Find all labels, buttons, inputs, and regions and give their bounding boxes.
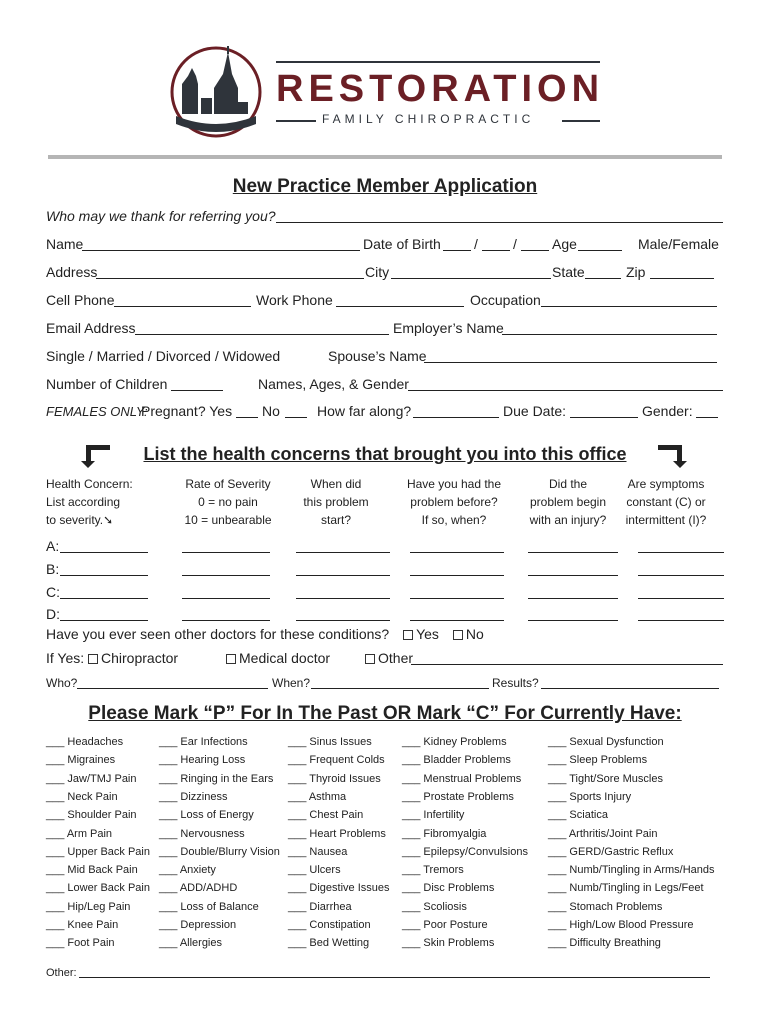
condition-item[interactable] [46, 736, 123, 748]
condition-label: Kidney Problems [423, 736, 507, 748]
other-conditions-label: Other: [46, 967, 77, 979]
condition-label: Infertility [423, 809, 465, 822]
dob-sep-2: / [513, 236, 517, 252]
condition-item[interactable] [402, 809, 464, 821]
condition-item[interactable] [548, 754, 647, 766]
condition-label: Neck Pain [67, 790, 118, 803]
condition-mark-blank[interactable]: ___ [288, 882, 307, 895]
concern-detail-input[interactable] [296, 575, 390, 576]
concern-detail-input[interactable] [296, 620, 390, 621]
condition-mark-blank[interactable]: ___ [46, 772, 65, 785]
pregnant-label: Pregnant? Yes [141, 403, 233, 419]
condition-label: Chest Pain [309, 809, 364, 822]
mark-title: Please Mark “P” For In The Past OR Mark “C” For Currently Have: [88, 703, 682, 724]
condition-label: Sinus Issues [309, 736, 372, 748]
concern-detail-input[interactable] [182, 552, 270, 553]
other-doctor-input[interactable] [411, 664, 723, 665]
condition-mark-blank[interactable]: ___ [402, 809, 421, 822]
marital-status[interactable]: Single / Married / Divorced / Widowed [46, 348, 281, 364]
condition-mark-blank[interactable]: ___ [288, 736, 307, 748]
condition-item[interactable] [288, 864, 341, 876]
condition-item[interactable] [402, 901, 467, 913]
condition-label: Nausea [309, 845, 348, 858]
condition-label: Digestive Issues [309, 882, 390, 895]
condition-mark-blank[interactable]: ___ [288, 845, 307, 858]
condition-item[interactable] [548, 791, 631, 803]
condition-mark-blank[interactable]: ___ [46, 790, 65, 803]
females-only-label: FEMALES ONLY: [46, 404, 148, 419]
condition-mark-blank[interactable]: ___ [159, 919, 178, 931]
condition-label: Foot Pain [67, 937, 115, 950]
other-conditions-input[interactable] [79, 977, 710, 978]
who-label: Who? [46, 676, 78, 690]
condition-mark-blank[interactable]: ___ [402, 864, 421, 877]
zip-input[interactable] [650, 278, 714, 279]
condition-label: Sleep Problems [569, 754, 648, 767]
condition-item[interactable] [46, 828, 112, 840]
cell-label: Cell Phone [46, 292, 115, 308]
condition-mark-blank[interactable]: ___ [46, 882, 65, 895]
condition-mark-blank[interactable]: ___ [402, 937, 421, 950]
condition-mark-blank[interactable]: ___ [288, 827, 307, 840]
condition-item[interactable] [46, 901, 130, 913]
condition-mark-blank[interactable]: ___ [402, 827, 421, 840]
condition-label: Prostate Problems [423, 790, 514, 803]
condition-item[interactable] [159, 736, 248, 748]
condition-item[interactable] [159, 882, 237, 894]
condition-item[interactable] [402, 736, 507, 748]
age-label: Age [552, 236, 577, 252]
condition-mark-blank[interactable]: ___ [46, 864, 65, 877]
state-label: State [552, 264, 585, 280]
concern-detail-input[interactable] [182, 575, 270, 576]
condition-mark-blank[interactable]: ___ [288, 937, 307, 950]
other-option[interactable]: Other [365, 650, 413, 666]
condition-item[interactable] [46, 919, 118, 931]
work-input[interactable] [336, 306, 464, 307]
condition-mark-blank[interactable]: ___ [548, 900, 567, 913]
due-date-label: Due Date: [503, 403, 567, 419]
concern-row-label: D: [46, 606, 60, 622]
condition-label: Difficulty Breathing [569, 937, 661, 950]
condition-label: High/Low Blood Pressure [569, 919, 694, 931]
who-input[interactable] [77, 688, 268, 689]
condition-label: Dizziness [180, 790, 228, 803]
condition-mark-blank[interactable]: ___ [288, 864, 307, 877]
when-label: When? [272, 676, 311, 690]
yes-option[interactable]: Yes [403, 626, 439, 642]
concern-input[interactable] [60, 620, 148, 621]
employer-label: Employer’s Name [393, 320, 504, 336]
condition-mark-blank[interactable]: ___ [159, 864, 178, 877]
concern-detail-input[interactable] [528, 552, 618, 553]
condition-mark-blank[interactable]: ___ [46, 827, 65, 840]
city-label: City [365, 264, 390, 280]
concern-detail-input[interactable] [410, 620, 504, 621]
down-arrow-icon: ➘ [103, 513, 114, 527]
condition-item[interactable] [548, 828, 657, 840]
condition-label: Asthma [308, 790, 347, 803]
condition-label: Scoliosis [423, 900, 467, 913]
condition-label: Stomach Problems [569, 900, 663, 913]
condition-mark-blank[interactable]: ___ [402, 754, 421, 767]
condition-label: Arm Pain [66, 827, 113, 840]
pregnant-no-input[interactable] [285, 417, 307, 418]
condition-mark-blank[interactable]: ___ [288, 809, 307, 822]
condition-item[interactable] [46, 809, 137, 821]
email-label: Email Address [46, 320, 136, 336]
condition-item[interactable] [46, 754, 115, 766]
concern-detail-input[interactable] [296, 552, 390, 553]
condition-mark-blank[interactable]: ___ [402, 736, 421, 748]
condition-mark-blank[interactable]: ___ [548, 882, 567, 895]
occupation-label: Occupation [470, 292, 541, 308]
condition-mark-blank[interactable]: ___ [159, 754, 178, 767]
condition-mark-blank[interactable]: ___ [548, 919, 567, 931]
condition-mark-blank[interactable]: ___ [159, 827, 178, 840]
condition-item[interactable] [288, 754, 385, 766]
concern-row-label: A: [46, 538, 60, 554]
condition-item[interactable] [46, 937, 115, 949]
referral-input[interactable] [276, 222, 723, 223]
condition-item[interactable] [548, 736, 664, 748]
condition-item[interactable] [288, 773, 381, 785]
condition-label: Tremors [423, 864, 464, 877]
condition-mark-blank[interactable]: ___ [402, 790, 421, 803]
condition-mark-blank[interactable]: ___ [159, 790, 178, 803]
condition-mark-blank[interactable]: ___ [159, 937, 178, 950]
concern-detail-input[interactable] [638, 620, 724, 621]
condition-label: Depression [180, 919, 237, 931]
col-had-before: Have you had the problem before? If so, when? [406, 477, 502, 527]
condition-item[interactable] [288, 846, 347, 858]
condition-item[interactable] [402, 937, 494, 949]
cell-input[interactable] [114, 306, 251, 307]
condition-item[interactable] [159, 828, 245, 840]
condition-item[interactable] [402, 882, 494, 894]
condition-label: Sciatica [569, 809, 608, 822]
concern-detail-input[interactable] [638, 575, 724, 576]
condition-label: Knee Pain [67, 919, 119, 931]
condition-mark-blank[interactable]: ___ [46, 900, 65, 913]
condition-label: Loss of Energy [180, 809, 254, 822]
condition-item[interactable] [159, 754, 245, 766]
condition-item[interactable] [402, 754, 511, 766]
occupation-input[interactable] [541, 306, 717, 307]
condition-mark-blank[interactable]: ___ [548, 754, 567, 767]
condition-mark-blank[interactable]: ___ [159, 736, 178, 748]
col-when-start: When did this problem start? [303, 477, 369, 527]
condition-mark-blank[interactable]: ___ [46, 845, 65, 858]
header-rule [48, 155, 722, 159]
condition-label: ADD/ADHD [179, 882, 238, 895]
concern-detail-input[interactable] [638, 552, 724, 553]
how-far-input[interactable] [413, 417, 499, 418]
condition-mark-blank[interactable]: ___ [548, 809, 567, 822]
condition-item[interactable] [548, 846, 673, 858]
condition-item[interactable] [46, 864, 138, 876]
name-input[interactable] [82, 250, 360, 251]
condition-item[interactable] [46, 882, 150, 894]
condition-item[interactable] [46, 846, 150, 858]
condition-item[interactable] [46, 773, 137, 785]
dob-month-input[interactable] [443, 250, 471, 251]
condition-label: Frequent Colds [309, 754, 385, 767]
concerns-title: List the health concerns that brought you into this office [143, 444, 627, 464]
condition-label: Loss of Balance [180, 900, 259, 913]
names-ages-input[interactable] [408, 390, 723, 391]
col-severity: Rate of Severity 0 = no pain 10 = unbearable [184, 477, 272, 527]
gender2-label: Gender: [642, 403, 693, 419]
due-date-input[interactable] [570, 417, 638, 418]
condition-item[interactable] [159, 773, 273, 785]
condition-item[interactable] [548, 864, 715, 876]
gender-label[interactable]: Male/Female [638, 236, 719, 252]
condition-item[interactable] [548, 773, 663, 785]
state-input[interactable] [585, 278, 621, 279]
condition-label: Numb/Tingling in Legs/Feet [569, 882, 704, 895]
condition-item[interactable] [402, 919, 488, 931]
col-health-concern: Health Concern: List according to severity.➘ [46, 477, 133, 527]
when-input[interactable] [311, 688, 489, 689]
condition-item[interactable] [402, 864, 464, 876]
email-input[interactable] [135, 334, 389, 335]
condition-label: Upper Back Pain [67, 845, 150, 858]
dob-day-input[interactable] [482, 250, 510, 251]
condition-mark-blank[interactable]: ___ [46, 754, 65, 767]
name-label: Name [46, 236, 84, 252]
condition-mark-blank[interactable]: ___ [548, 790, 567, 803]
results-label: Results? [492, 676, 539, 690]
condition-label: Double/Blurry Vision [180, 845, 280, 858]
condition-item[interactable] [402, 828, 486, 840]
condition-label: Jaw/TMJ Pain [67, 772, 137, 785]
condition-label: Sports Injury [569, 790, 632, 803]
condition-mark-blank[interactable]: ___ [46, 919, 65, 931]
concern-detail-input[interactable] [410, 575, 504, 576]
children-input[interactable] [171, 390, 223, 391]
condition-label: Ulcers [309, 864, 341, 877]
condition-item[interactable] [159, 864, 216, 876]
condition-mark-blank[interactable]: ___ [402, 900, 421, 913]
brand-sub: FAMILY CHIROPRACTIC [322, 112, 535, 126]
other-doctors-label: Have you ever seen other doctors for these conditions? [46, 626, 390, 642]
condition-label: Poor Posture [423, 919, 488, 931]
medical-doctor-option[interactable]: Medical doctor [226, 650, 330, 666]
concern-input[interactable] [60, 552, 148, 553]
condition-label: Hearing Loss [180, 754, 246, 767]
condition-label: Shoulder Pain [67, 809, 137, 822]
condition-label: Epilepsy/Convulsions [423, 845, 528, 858]
address-input[interactable] [96, 278, 364, 279]
condition-item[interactable] [159, 846, 280, 858]
condition-mark-blank[interactable]: ___ [402, 919, 421, 931]
condition-label: Fibromyalgia [423, 827, 487, 840]
referral-label: Who may we thank for referring you? [46, 208, 276, 224]
condition-item[interactable] [288, 828, 386, 840]
condition-label: Migraines [67, 754, 116, 767]
concern-input[interactable] [60, 575, 148, 576]
condition-mark-blank[interactable]: ___ [288, 919, 307, 931]
condition-item[interactable] [288, 901, 352, 913]
no-option[interactable]: No [453, 626, 484, 642]
condition-mark-blank[interactable]: ___ [159, 900, 178, 913]
condition-item[interactable] [159, 791, 228, 803]
condition-mark-blank[interactable]: ___ [548, 845, 567, 858]
condition-label: Menstrual Problems [423, 772, 522, 785]
condition-mark-blank[interactable]: ___ [548, 736, 567, 748]
condition-item[interactable] [159, 919, 236, 931]
city-input[interactable] [391, 278, 551, 279]
chiropractor-option[interactable]: Chiropractor [88, 650, 178, 666]
condition-mark-blank[interactable]: ___ [159, 772, 178, 785]
dob-year-input[interactable] [521, 250, 549, 251]
col-constant: Are symptoms constant (C) or intermittent (I)? [625, 477, 707, 527]
condition-label: Allergies [179, 937, 222, 950]
condition-mark-blank[interactable]: ___ [159, 809, 178, 822]
dob-sep-1: / [474, 236, 478, 252]
condition-mark-blank[interactable]: ___ [288, 772, 307, 785]
condition-label: Bed Wetting [309, 937, 370, 950]
condition-mark-blank[interactable]: ___ [402, 845, 421, 858]
concern-detail-input[interactable] [638, 598, 724, 599]
condition-label: Sexual Dysfunction [569, 736, 664, 748]
results-input[interactable] [541, 688, 719, 689]
condition-label: Anxiety [179, 864, 216, 877]
condition-label: Tight/Sore Muscles [569, 772, 663, 785]
condition-mark-blank[interactable]: ___ [159, 882, 178, 895]
logo [168, 44, 608, 140]
condition-label: Ringing in the Ears [180, 772, 274, 785]
concern-row-label: C: [46, 584, 60, 600]
church-logo-icon [168, 44, 266, 142]
condition-label: Ear Infections [180, 736, 248, 748]
concern-detail-input[interactable] [528, 620, 618, 621]
condition-item[interactable] [288, 937, 369, 949]
brand-name: RESTORATION [276, 68, 605, 110]
age-input[interactable] [578, 250, 622, 251]
condition-label: Skin Problems [423, 937, 495, 950]
condition-mark-blank[interactable]: ___ [402, 772, 421, 785]
concern-detail-input[interactable] [182, 598, 270, 599]
spouse-input[interactable] [424, 362, 717, 363]
condition-label: Arthritis/Joint Pain [568, 827, 658, 840]
condition-mark-blank[interactable]: ___ [548, 772, 567, 785]
condition-label: Nervousness [180, 827, 245, 840]
children-label: Number of Children [46, 376, 168, 392]
dob-label: Date of Birth [363, 236, 441, 252]
gender2-input[interactable] [696, 417, 718, 418]
concern-detail-input[interactable] [296, 598, 390, 599]
concern-row-label: B: [46, 561, 60, 577]
condition-item[interactable] [402, 773, 521, 785]
condition-item[interactable] [288, 791, 346, 803]
condition-label: Bladder Problems [423, 754, 511, 767]
condition-item[interactable] [288, 736, 372, 748]
concern-detail-input[interactable] [410, 552, 504, 553]
pregnant-yes-input[interactable] [236, 417, 258, 418]
concern-input[interactable] [60, 598, 148, 599]
condition-label: Headaches [67, 736, 124, 748]
condition-label: Numb/Tingling in Arms/Hands [569, 864, 715, 877]
condition-label: Lower Back Pain [67, 882, 150, 895]
condition-label: Thyroid Issues [309, 772, 381, 785]
condition-item[interactable] [548, 919, 694, 931]
condition-item[interactable] [548, 901, 662, 913]
condition-mark-blank[interactable]: ___ [46, 937, 65, 950]
condition-item[interactable] [288, 919, 371, 931]
condition-item[interactable] [548, 882, 704, 894]
condition-item[interactable] [548, 809, 608, 821]
condition-label: Heart Problems [309, 827, 386, 840]
employer-input[interactable] [502, 334, 717, 335]
work-label: Work Phone [256, 292, 333, 308]
condition-mark-blank[interactable]: ___ [288, 790, 307, 803]
condition-label: Diarrhea [309, 900, 352, 913]
condition-item[interactable] [548, 937, 661, 949]
concern-detail-input[interactable] [528, 575, 618, 576]
col-injury: Did the problem begin with an injury? [529, 477, 607, 527]
names-ages-label: Names, Ages, & Gender [258, 376, 409, 392]
condition-item[interactable] [288, 882, 390, 894]
condition-item[interactable] [159, 937, 222, 949]
condition-mark-blank[interactable]: ___ [46, 736, 65, 748]
if-yes-label: If Yes: [46, 650, 85, 666]
pregnant-no-label: No [262, 403, 280, 419]
condition-mark-blank[interactable]: ___ [288, 900, 307, 913]
condition-label: Constipation [309, 919, 371, 931]
concern-detail-input[interactable] [182, 620, 270, 621]
condition-item[interactable] [402, 846, 528, 858]
condition-mark-blank[interactable]: ___ [548, 937, 567, 950]
condition-item[interactable] [159, 901, 259, 913]
condition-item[interactable] [288, 809, 363, 821]
condition-item[interactable] [402, 791, 514, 803]
condition-label: Hip/Leg Pain [67, 900, 131, 913]
condition-item[interactable] [159, 809, 254, 821]
condition-label: Disc Problems [423, 882, 495, 895]
right-arrow-icon [656, 443, 688, 469]
address-label: Address [46, 264, 98, 280]
condition-item[interactable] [46, 791, 118, 803]
how-far-label: How far along? [317, 403, 412, 419]
condition-mark-blank[interactable]: ___ [548, 864, 567, 877]
condition-label: GERD/Gastric Reflux [569, 845, 674, 858]
condition-mark-blank[interactable]: ___ [288, 754, 307, 767]
zip-label: Zip [626, 264, 646, 280]
page-title: New Practice Member Application [232, 176, 538, 197]
condition-mark-blank[interactable]: ___ [402, 882, 421, 895]
concern-detail-input[interactable] [528, 598, 618, 599]
condition-mark-blank[interactable]: ___ [548, 827, 567, 840]
condition-mark-blank[interactable]: ___ [46, 809, 65, 822]
condition-label: Mid Back Pain [67, 864, 138, 877]
spouse-label: Spouse’s Name [328, 348, 427, 364]
condition-mark-blank[interactable]: ___ [159, 845, 178, 858]
concern-detail-input[interactable] [410, 598, 504, 599]
